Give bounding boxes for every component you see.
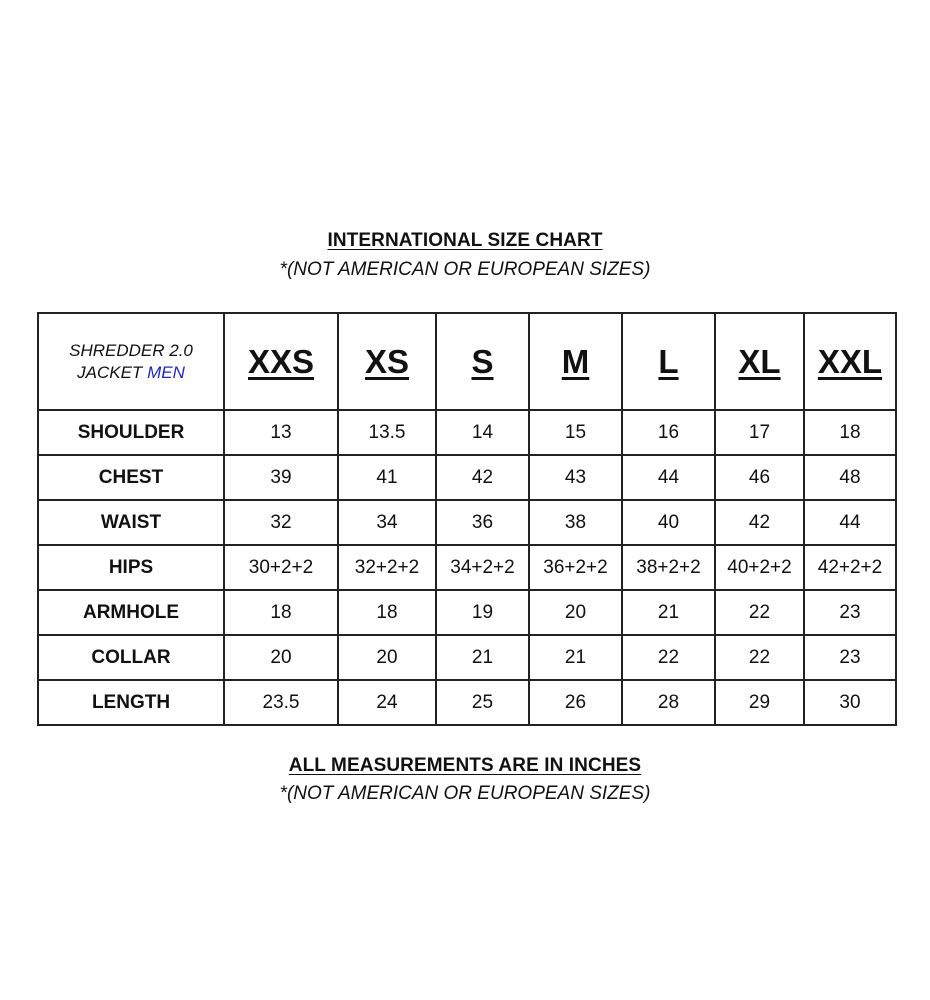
product-name-line1: SHREDDER 2.0 <box>69 340 193 360</box>
row-label: WAIST <box>38 500 224 545</box>
table-cell: 26 <box>529 680 622 725</box>
table-cell: 22 <box>715 635 804 680</box>
table-cell: 40 <box>622 500 715 545</box>
size-header-row <box>38 313 896 410</box>
table-cell: 13.5 <box>338 410 436 455</box>
table-cell: 23 <box>804 590 896 635</box>
table-cell: 38 <box>529 500 622 545</box>
table-cell: 23 <box>804 635 896 680</box>
chart-title: INTERNATIONAL SIZE CHART <box>327 230 603 251</box>
product-gender: MEN <box>147 362 185 382</box>
table-cell: 15 <box>529 410 622 455</box>
row-label: HIPS <box>38 545 224 590</box>
table-cell: 34 <box>338 500 436 545</box>
table-cell: 36+2+2 <box>529 545 622 590</box>
row-label: CHEST <box>38 455 224 500</box>
table-cell: 42 <box>436 455 529 500</box>
table-cell: 42 <box>715 500 804 545</box>
table-row-length <box>38 680 896 725</box>
table-cell: 23.5 <box>224 680 338 725</box>
row-label: COLLAR <box>38 635 224 680</box>
table-cell: 24 <box>338 680 436 725</box>
table-cell: 39 <box>224 455 338 500</box>
table-cell: 41 <box>338 455 436 500</box>
measurement-note-subtitle: *(NOT AMERICAN OR EUROPEAN SIZES) <box>279 783 651 804</box>
size-header-xxs: XXS <box>224 313 338 410</box>
size-header-l: L <box>622 313 715 410</box>
size-table <box>37 312 897 726</box>
table-cell: 40+2+2 <box>715 545 804 590</box>
table-cell: 28 <box>622 680 715 725</box>
table-row-armhole <box>38 590 896 635</box>
table-cell: 20 <box>529 590 622 635</box>
table-row-chest <box>38 455 896 500</box>
table-cell: 32+2+2 <box>338 545 436 590</box>
size-header-m: M <box>529 313 622 410</box>
size-header-xxl: XXL <box>804 313 896 410</box>
table-cell: 42+2+2 <box>804 545 896 590</box>
table-cell: 17 <box>715 410 804 455</box>
table-cell: 22 <box>622 635 715 680</box>
table-row-collar <box>38 635 896 680</box>
table-cell: 34+2+2 <box>436 545 529 590</box>
table-cell: 30 <box>804 680 896 725</box>
table-cell: 20 <box>338 635 436 680</box>
table-cell: 18 <box>804 410 896 455</box>
table-cell: 43 <box>529 455 622 500</box>
table-cell: 18 <box>338 590 436 635</box>
size-header-xs: XS <box>338 313 436 410</box>
table-cell: 32 <box>224 500 338 545</box>
table-cell: 14 <box>436 410 529 455</box>
table-cell: 36 <box>436 500 529 545</box>
product-name-line2 <box>39 362 223 384</box>
table-cell: 19 <box>436 590 529 635</box>
product-type: JACKET <box>77 362 143 382</box>
table-row-hips <box>38 545 896 590</box>
chart-subtitle: *(NOT AMERICAN OR EUROPEAN SIZES) <box>279 259 651 280</box>
table-cell: 44 <box>622 455 715 500</box>
row-label: SHOULDER <box>38 410 224 455</box>
table-cell: 29 <box>715 680 804 725</box>
table-cell: 48 <box>804 455 896 500</box>
table-cell: 13 <box>224 410 338 455</box>
table-row-waist <box>38 500 896 545</box>
product-name-cell <box>38 313 224 410</box>
size-header-s: S <box>436 313 529 410</box>
table-cell: 30+2+2 <box>224 545 338 590</box>
measurement-note-title: ALL MEASUREMENTS ARE IN INCHES <box>288 755 642 776</box>
table-cell: 44 <box>804 500 896 545</box>
table-cell: 46 <box>715 455 804 500</box>
table-row-shoulder <box>38 410 896 455</box>
size-header-xl: XL <box>715 313 804 410</box>
table-cell: 22 <box>715 590 804 635</box>
row-label: LENGTH <box>38 680 224 725</box>
table-cell: 21 <box>529 635 622 680</box>
table-cell: 20 <box>224 635 338 680</box>
table-cell: 21 <box>436 635 529 680</box>
table-cell: 38+2+2 <box>622 545 715 590</box>
table-cell: 16 <box>622 410 715 455</box>
table-cell: 18 <box>224 590 338 635</box>
table-cell: 25 <box>436 680 529 725</box>
table-cell: 21 <box>622 590 715 635</box>
row-label: ARMHOLE <box>38 590 224 635</box>
